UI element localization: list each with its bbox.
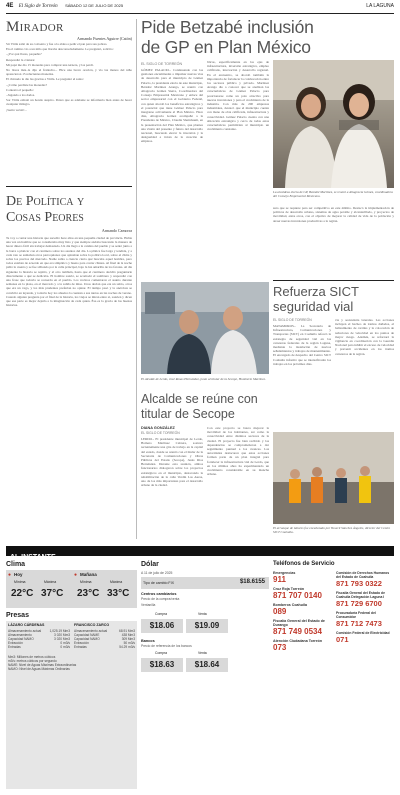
main-photo	[273, 60, 394, 188]
phone-entry	[336, 591, 394, 608]
lazaro-title: LÁZARO CÁRDENAS	[8, 623, 45, 627]
politica-body: Te voy a contar una historia que sucedió hace años en una pequeña ciudad de provincia. Había una vez un hombre que se consideraba muy listo y que siempre andaba buscando la manera de hacer dinero fácil sin trabajar demasiado. Un día llegó a la cantina del pueblo y se sentó junto a la barra a platicar con el cantinero sobre los asuntos del día. La plática fue larga y tendida, y a cada rato se sumaban otros parroquianos que opinaban sobre la política local, sobre el clima y sobre los precios del mercado. Nadie sabía a ciencia cierta qué buscaba aquel hombre, pero todos estaban de acuerdo en que era simpático y bueno para contar chistes. Al final de la noche pidió la cuenta y se fue silbando por la calle principal, bajo la luz amarilla de los faroles. Al día siguiente la historia se repitió, y al otro también, hasta que el cantinero decidió preguntarle directamente a qué se dedicaba. El hombre sonrió, se acomodó el sombrero y respondió con una frase que todavía se recuerda en el pueblo. Los vecinos comentaron el asunto durante semanas en la plaza, en el mercado y a la salida de misa. Unos decían que era un sabio, otros que era un vago, y los más prudentes preferían no opinar. El tiempo pasó y la anécdota se convirtió en leyenda, y todavía hoy los abuelos la cuentan a sus nietos en las noches de verano. Cuando alguien pregunta por el final de la historia, los viejos se miran entre sí, sonríen y dicen que esa parte es mejor dejarla a la imaginación de cada quien. Ésa es la gracia de las buenas historias.	[6, 236, 132, 308]
presas-note: NAME: Nivel de Aguas Máximas Extraordinarias	[8, 663, 77, 668]
dolar-compra-label: Compra	[155, 612, 168, 616]
phone-entry	[336, 611, 394, 628]
phone-entry	[273, 603, 333, 616]
mirador-body	[6, 42, 132, 182]
dolar-ventanilla-venta: $19.09	[186, 619, 228, 633]
mirador-p: Mi papá me dio 15 monedas para comprar una ternera, y las perdí.	[6, 62, 94, 67]
presas-title: Presas	[6, 612, 29, 619]
presas-note: NAMO: Nivel de Aguas Máximas Ordinarias	[8, 667, 70, 672]
presa-value: 68.91 Mm3	[119, 629, 135, 633]
mirador-p: Sor Virila exhaló un hondo suspiro. Pensó que es adelante se informaría bien antes de hacer cualquier milagro.	[6, 98, 132, 107]
phone-number[interactable]: 871 729 6700	[336, 599, 382, 608]
clima-head: Máxima	[44, 580, 57, 584]
presa-value: 3 020 Mm3	[54, 633, 70, 638]
main-headline-1: Pide Betzabé inclusión	[141, 17, 314, 37]
mirador-p: Contestó el pequeño:	[6, 87, 34, 92]
phone-entry	[273, 619, 333, 636]
alcalde-col-1: LERDO.- El presidente municipal de Lerdo, Homero Martínez Cabrera, sostuvo recientemente una gira de trabajo en la capital del estado, donde se reunió con el titular de la Secretaría de Comunicaciones y Obras Públicas del Estado (Secope), Jesús Ríos Hernández. Durante esta reunión, ambos funcionarios dialogaron sobre los proyectos estratégicos en el municipio, destacando la rehabilitación de la calle Verdín Las Auras, uno de los más importantes para el desarrollo urbano de la ciudad.	[141, 437, 203, 488]
main-col-3: sura que se requiere para ser competitivo en este ámbito. Destacó la implementación de políticas de desarrollo urbano, sistemas de agua potable y alcantarillado, y proyectos de movilidad, entre otros, con el objetivo de mejorar la calidad de vida de la población y atraer nuevas inversiones productivas a la región.	[273, 206, 394, 223]
telefonos-col-2	[336, 571, 394, 647]
dolar-venta-label-2: Venta	[198, 651, 207, 655]
dolar-centros-note: Precio de la compra/venta	[141, 597, 180, 601]
presa-label: Extracción	[74, 641, 89, 646]
presa-label: Capacidad NAME	[74, 633, 100, 638]
dolar-ventanilla-label: Ventanilla	[141, 603, 156, 607]
francisco-title: FRANCISCO ZARCO	[74, 623, 110, 627]
clima-temp: 23°C	[77, 588, 100, 599]
phone-name: Comisión Federal de Electricidad	[336, 631, 390, 635]
phone-number[interactable]: 073	[273, 643, 287, 652]
presa-value: 54.29 m3/s	[119, 645, 135, 650]
dolar-date: A 11 de julio de 2025	[141, 571, 173, 575]
alcalde-byline: DIANA GONZÁLEZ	[141, 426, 175, 430]
clima-hoy: Hoy	[14, 572, 23, 577]
phone-number[interactable]: 871 749 0534	[273, 627, 322, 636]
mirador-p: –¿Por qué lloras, pequeño?	[6, 52, 42, 57]
presa-label: Capacidad NAMO	[74, 637, 100, 642]
presa-label: Almacenamiento actual	[8, 629, 42, 633]
clima-head: Máxima	[110, 580, 123, 584]
issue-date: SÁBADO 12 DE JULIO DE 2025	[65, 3, 124, 8]
clima-temp: 33°C	[107, 588, 130, 599]
dolar-bancos-label: Bancos	[141, 639, 155, 643]
presas-notes	[8, 655, 135, 671]
refuerza-photo	[273, 432, 394, 524]
refuerza-headline-2: seguridad vial	[273, 299, 354, 314]
phone-name: Bomberos Coahuila	[273, 603, 307, 607]
main-headline-2: de GP en Plan México	[141, 37, 311, 57]
mirador-author: Armando Fuentes Aguirre (Catón)	[77, 36, 132, 41]
clima-manana: Mañana	[80, 572, 97, 577]
mirador-p: El chicuelo le dio las gracias a Virila. Le preguntó el santo:	[6, 77, 84, 82]
presa-value: 0 m3/s	[60, 641, 70, 646]
presa-label: Almacenamiento	[8, 633, 32, 638]
phone-number[interactable]: 911	[273, 575, 286, 584]
lazaro-table	[8, 629, 70, 649]
phone-entry	[273, 571, 333, 584]
phone-name: Cruz Roja Torreón	[273, 587, 305, 591]
refuerza-col-2: vía y secundaria laterales. Las acciones incluyen el bacheo de tramos dañados, el balizamiento de carriles y la colocación de reductores de velocidad en los puntos de mayor riesgo. Además, se reforzará la vigilancia en coordinación con la Guardia Nacional para inhibir el exceso de velocidad y prevenir accidentes en los tramos carreteros de la región.	[335, 318, 394, 356]
telefonos-title: Teléfonos de Servicio	[273, 561, 335, 567]
photo-two-men	[141, 282, 269, 374]
refuerza-top-rule	[273, 280, 394, 281]
phone-entry	[273, 639, 333, 652]
mirador-p: ¡Santo varón!...	[6, 107, 27, 112]
dolar-fix-box	[141, 577, 269, 589]
dolar-fix-label: Tipo de cambio FIX	[143, 581, 175, 585]
refuerza-photo-caption: El arranque de labores fue encabezado por Yuvarit Sánchez Ángeles, director del Centro SICT Coahuila.	[273, 526, 391, 535]
alcalde-headline-1: Alcalde se reúne con	[141, 392, 258, 406]
presa-label: Capacidad NAMO	[8, 637, 34, 642]
dolar-compra-label-2: Compra	[155, 651, 168, 655]
politica-title-2: Cosas Peores	[6, 210, 84, 225]
clima-box	[6, 570, 137, 608]
phone-entry	[273, 587, 333, 600]
politica-title-1: De Política y	[6, 194, 85, 209]
phone-number[interactable]: 071	[336, 635, 349, 644]
presas-box	[6, 621, 137, 789]
phone-number[interactable]: 871 793 0322	[336, 579, 382, 588]
mirador-title: Mirador	[6, 19, 64, 35]
presa-value: 438 Mm3	[121, 633, 135, 638]
presas-note: Mm3: Millones de metros cúbicos	[8, 655, 56, 659]
presa-label: Extracción	[8, 641, 23, 646]
phone-name: Fiscalía General del Estado de Durango	[273, 619, 325, 627]
dolar-venta-label: Venta	[198, 612, 207, 616]
phone-number[interactable]: 089	[273, 607, 287, 616]
presa-row	[74, 645, 135, 649]
clima-head: Mínima	[80, 580, 92, 584]
refuerza-headline-1: Refuerza SICT	[273, 284, 359, 299]
refuerza-dateline: EL SIGLO DE TORREÓN	[273, 318, 312, 322]
masthead: El Siglo de Torreón	[18, 4, 58, 9]
clima-title: Clima	[6, 561, 26, 568]
mirador-p: En el camino vio a un niño que lloraba desconsoladamente. Le preguntó, solícito:	[6, 47, 114, 52]
phone-entry	[336, 631, 394, 644]
phone-number[interactable]: 871 712 7473	[336, 619, 382, 628]
phone-number[interactable]: 871 707 0140	[273, 591, 322, 600]
mirador-p: Sir Virila salió de su convento y fue a la aldea a pedir el pan para sus pobres.	[6, 42, 108, 46]
clima-temp: 22°C	[11, 588, 34, 599]
alcalde-headline-2: titular de Secope	[141, 407, 235, 421]
presa-value: 0 m3/s	[60, 645, 70, 650]
presa-value: 3 020 Mm3	[54, 637, 70, 642]
telefonos-col-1	[273, 571, 333, 655]
photo-workers-road	[273, 432, 394, 524]
page-number: 4E	[6, 3, 14, 9]
alcalde-byline-org: EL SIGLO DE TORREÓN	[141, 431, 180, 435]
banner-title: AL INSTANTE	[10, 554, 56, 561]
presa-label: Entradas	[74, 645, 87, 650]
francisco-table	[74, 629, 135, 649]
phone-name: Comisión de Derechos Humanos del Estado de Coahuila	[336, 571, 390, 579]
phone-name: Procuraduría Federal del Consumidor	[336, 611, 376, 619]
alcalde-photo-caption: El Alcalde de Lerdo, José Rosas Hernández, junto al titular de la Secope, Humberto Martínez.	[141, 377, 266, 381]
presa-value: 50 m3/s	[123, 641, 135, 646]
presa-row	[8, 645, 70, 649]
phone-name: Fiscalía General del Estado de Coahuila Delegación Laguna I	[336, 591, 385, 599]
dolar-ventanilla-compra: $18.06	[141, 619, 183, 633]
dolar-bancos-venta: $18.64	[186, 658, 228, 672]
dolar-bancos-note: Precio de referencia de los bancos	[141, 644, 192, 648]
mirador-p: Respondió la criatura:	[6, 57, 36, 62]
main-dateline: EL SIGLO DE TORREÓN	[141, 62, 183, 66]
section-name: LA LAGUNA	[366, 3, 394, 9]
presa-label: Entradas	[8, 645, 21, 650]
presas-note: m3/s: metros cúbicos por segundo	[8, 659, 57, 664]
mirador-p: No llores más–le dijo el frailecito–. Hice una breve oración, y vio las manos del niño aparecieron 15 relucientes monedas.	[6, 68, 132, 77]
phone-name: Atención Ciudadana Torreón	[273, 639, 323, 643]
refuerza-col-1: MATAMOROS.- La Secretaría de Infraestructura, Comunicaciones y Transportes (SICT) en Coahuila reforzó la estrategia de seguridad vial en las carreteras federales de la región Laguna, mediante la instalación de nuevos señalamientos y trabajos de mantenimiento. El encargado de despacho del Centro SICT Coahuila informó que se intensificarán los trabajos en los próximos días.	[273, 324, 331, 366]
alcalde-col-2: Con este proyecto se busca mejorar la movilidad de los habitantes, así como la conectividad entre distintos sectores de la ciudad. El proyecto fue bien recibido y las dependencias se comprometieron a dar seguimiento puntual a los avances. Las autoridades destacaron que estas acciones forman parte de un plan integral para fortalecer la infraestructura vial de Lerdo, que en los últimos años ha experimentado un crecimiento considerable en su mancha urbana.	[207, 426, 269, 477]
dolar-centros-label: Centros cambiarios	[141, 592, 177, 596]
column-divider	[136, 19, 137, 539]
alcalde-photo	[141, 282, 269, 374]
main-col-1: GÓMEZ PALACIO.- Continuando con las gestiones encaminadas a impulsar nuevas vías de desarrollo para el municipio de Gómez Palacio, la presidenta electa de este municipio, Betzabé Martínez Arango, se reunió con Altagracia Gómez Sierra, Coordinadora del Consejo Empresarial Mexicano y enlace del sector empresarial con el Gobierno Federal, con quien abordó los beneficios estratégicos y el potencial que tiene Gómez Palacio para integrarse activamente al Plan México. Hace días, Altagracia Gómez acompañó a la Presidenta de México, Claudia Sheinbaum, en la presentación del Plan México, que plantea una visión del presente y futuro del desarrollo nacional, buscando elevar la inversión y la desigualdad a través de la creación de empleos.	[141, 68, 203, 144]
presa-value: 1,025.19 Mm3	[49, 629, 70, 633]
sun-icon: ●	[8, 572, 12, 578]
clima-temp: 37°C	[41, 588, 64, 599]
al-instante-banner	[6, 546, 394, 561]
clima-head: Mínima	[14, 580, 26, 584]
main-col-2: blicas, específicamente en los ejes de infraestructura, inversión estratégica, empleo calificado, innovación y desarrollo regional. En el encuentro, se abordó también la importancia de fortalecer la colaboración entre los sectores público y privado. Martínez Arango dio a conocer que se analizan las características de Gómez Palacio para posicionarse como un polo atractivo para nuevas inversiones y para el crecimiento de la industria. Con más de 200 empresas industriales, destacó que el municipio cuenta con mano de obra calificada, infraestructura y conectividad. Gómez Palacio cuenta con una ubicación estratégica y cerca de todas estas características permitirían al municipio un crecimiento constante.	[207, 60, 269, 132]
presa-label: Almacenamiento actual	[74, 629, 108, 633]
header-rule	[6, 13, 394, 14]
mirador-p: –¿Cómo perdiste las monedas?	[6, 82, 47, 87]
page-header	[6, 3, 394, 12]
phone-entry	[336, 571, 394, 588]
dolar-title: Dólar	[141, 561, 159, 568]
photo-two-women	[273, 60, 394, 188]
dolar-bancos-compra: $18.63	[141, 658, 183, 672]
dolar-fix-value: $18.6155	[239, 579, 265, 585]
mirador-divider	[6, 186, 132, 187]
phone-name: Emergencias	[273, 571, 296, 575]
sun-icon: ●	[74, 572, 78, 578]
mirador-p: –Jugando a los dados.	[6, 93, 35, 98]
presa-value: 309 Mm3	[121, 637, 135, 642]
politica-author: Armando Camorra	[101, 228, 132, 233]
main-photo-caption: La alcaldesa electa de GP, Betzabé Martínez, se reunió a Altagracia Gómez, coordinadora del Consejo Empresarial Mexicano.	[273, 190, 393, 199]
